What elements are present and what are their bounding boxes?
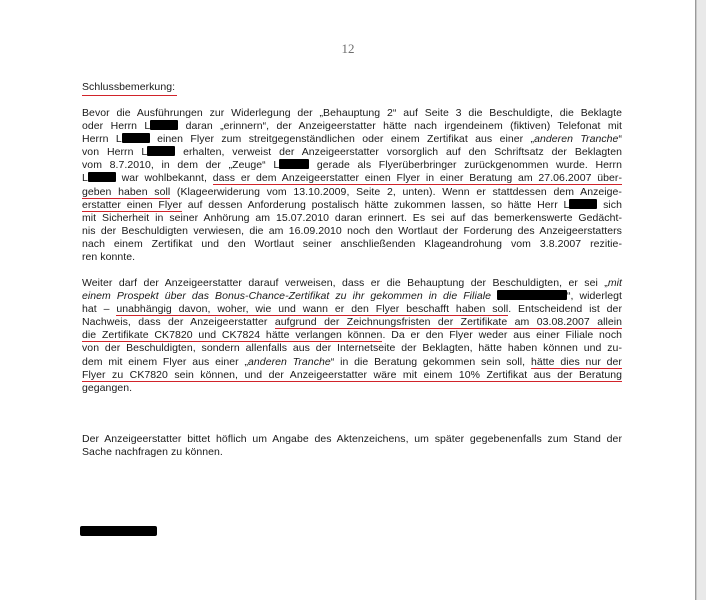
highlighted-text: dass er dem Anzeigeerstatter einen Flyer in einer Beratung am 27.06.2007 über- bbox=[212, 172, 622, 185]
text-line: gegangen. bbox=[82, 381, 133, 394]
text-line: mit Sicherheit in seiner Anhörung am 15.07.2010 daran erinnert. Es sei auf das bemerkenswerte Gedächt- bbox=[82, 211, 622, 224]
text-line: geben haben soll (Klageerwiderung vom 13.10.2009, Seite 2, unten). Wenn er stattdessen dem Anzeige- bbox=[82, 185, 622, 198]
text-line: erstatter einen Flyer auf dessen Anforderung postalisch hätte zukommen lassen, so hätte Herr L sich bbox=[82, 198, 622, 211]
highlighted-text: erstatter einen Flyer bbox=[82, 198, 182, 211]
signature-redaction bbox=[80, 526, 157, 536]
text-line: die Zertifikate CK7820 und CK7824 hätte verlangen können. Da er den Flyer weder aus einer Filiale noch bbox=[82, 329, 623, 342]
text-line: von der Beschuldigten, sondern allenfalls aus der Internetseite der Beklagten, hätte haben können und zu- bbox=[82, 342, 622, 355]
text-line: nis der Beschuldigten verwiesen, die am 16.09.2010 noch den Wortlaut der Forderung des Anzeigeerstatters bbox=[82, 224, 622, 237]
redaction-bar bbox=[88, 172, 116, 182]
text-line bbox=[82, 369, 622, 382]
text-line: Nachweis, dass der Anzeigeerstatter aufgrund der Zeichnungsfristen der Zertifikate am 03.08.2007 allein bbox=[82, 316, 623, 329]
paragraph-1 bbox=[82, 107, 622, 264]
text-line: Sache nachfragen zu können. bbox=[82, 446, 223, 459]
text-line: hat – unabhängig davon, woher, wie und wann er den Flyer beschafft haben soll. Entscheidend ist der bbox=[82, 303, 622, 316]
redaction-bar bbox=[122, 133, 150, 143]
text-line: ren konnte. bbox=[82, 251, 136, 264]
text-line: dem mit einem Flyer aus einer „anderen Tranche“ in die Beratung gekommen sein soll, hätte dies nur der bbox=[82, 355, 622, 368]
text-line: Weiter darf der Anzeigeerstatter darauf verweisen, dass er die Behauptung der Beschuldigten, er sei „mit bbox=[82, 277, 622, 289]
paragraph-2 bbox=[82, 277, 622, 395]
highlighted-text: hätte dies nur der bbox=[530, 355, 622, 368]
text-line: Der Anzeigeerstatter bittet höflich um Angabe des Aktenzeichens, um später gegebenenfalls zum Stand der bbox=[82, 433, 622, 445]
redaction-bar bbox=[569, 199, 597, 209]
text-line: nach einem Zertifikat und den Wortlaut seiner anschließenden Klageandrohung vom 3.8.2007 rezitie- bbox=[82, 237, 622, 250]
redaction-bar bbox=[147, 146, 175, 156]
highlighted-text: aufgrund der Zeichnungsfristen der Zertifikate am 03.08.2007 allein bbox=[274, 316, 623, 329]
highlighted-text: unabhängig davon, woher, wie und wann er den Flyer beschafft haben soll bbox=[116, 303, 509, 316]
section-heading: Schlussbemerkung: bbox=[82, 81, 176, 93]
text-line: Bevor die Ausführungen zur Widerlegung der „Behauptung 2“ auf Seite 3 die Beschuldigte, die Beklagte bbox=[82, 107, 622, 119]
text-line: L war wohlbekannt, dass er dem Anzeigeerstatter einen Flyer in einer Beratung am 27.06.2007 über- bbox=[82, 172, 622, 185]
text-line: vom 8.7.2010, in dem der „Zeuge“ L gerade als Flyerüberbringer zurückgenommen wurde. Herrn bbox=[82, 159, 622, 172]
redaction-bar bbox=[279, 159, 309, 169]
redaction-bar bbox=[150, 120, 178, 130]
highlighted-text: Flyer zu CK7820 sein können, und der Anzeigeerstatter wäre mit einem 10% Zertifikat aus der Beratung bbox=[82, 368, 622, 381]
text-line: Herrn L einen Flyer zum streitgegenständlichen oder einem Zertifikat aus einer „anderen Tranche“ bbox=[82, 133, 622, 146]
text-line: einem Prospekt über das Bonus-Chance-Zertifikat zu ihr gekommen in die Filiale “, widerlegt bbox=[82, 290, 622, 303]
redaction-bar bbox=[497, 290, 567, 300]
heading-underline bbox=[82, 95, 177, 96]
text-line: oder Herrn L daran „erinnern“, der Anzeigeerstatter hätte nach irgendeinem (fiktiven) Telefonat mit bbox=[82, 120, 622, 133]
page-number: 12 bbox=[341, 41, 355, 56]
highlighted-text: die Zertifikate CK7820 und CK7824 hätte verlangen können bbox=[82, 329, 383, 342]
highlighted-text: geben haben soll bbox=[82, 185, 171, 198]
scrollbar[interactable] bbox=[696, 0, 706, 600]
paragraph-3 bbox=[82, 433, 622, 459]
text-line: von Herrn L erhalten, verweist der Anzeigeerstatter vorsorglich auf den Schriftsatz der Beklagten bbox=[82, 146, 622, 159]
